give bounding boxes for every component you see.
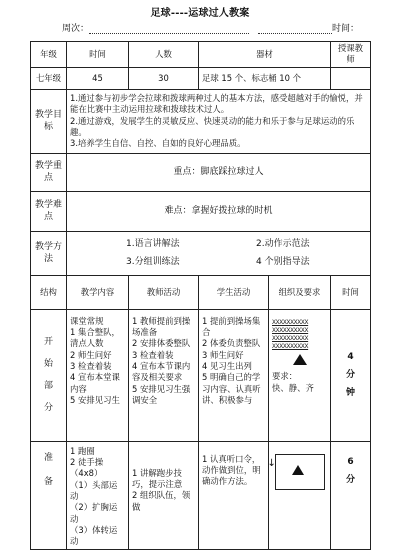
structure-header: 结构 xyxy=(31,275,67,309)
methods-row xyxy=(31,231,371,275)
teacher-header: 授课教师 xyxy=(331,42,371,68)
prep-section-label xyxy=(31,441,67,549)
label-char: 准 xyxy=(43,452,53,463)
teacher-line: 4 宣布本节课内容及相关要求 xyxy=(132,361,191,383)
label-char: 始 xyxy=(43,359,53,370)
start-content xyxy=(67,309,129,441)
content-line: 2 师生问好 xyxy=(70,349,112,360)
time-label: 时间： xyxy=(332,24,360,34)
teacher-line: 1 教师提前到操场准备 xyxy=(132,315,191,338)
method-item: 1.语言讲解法 xyxy=(126,239,180,250)
method-item: 3.分组训练法 xyxy=(126,257,180,268)
time-char: 分 xyxy=(345,370,355,381)
student-activity-header: 学生活动 xyxy=(199,275,269,309)
equipment-value: 足球 15 个、标志桶 10 个 xyxy=(199,67,331,89)
start-teacher-activity xyxy=(129,309,199,441)
equipment-header: 器材 xyxy=(199,42,331,68)
methods-label: 教学方法 xyxy=(31,231,67,275)
prep-student-activity xyxy=(199,441,269,549)
content-line: 课堂常规 xyxy=(70,315,104,326)
duration-value: 45 xyxy=(67,67,129,89)
prep-time xyxy=(331,441,371,549)
teacher-position-icon xyxy=(293,354,307,365)
content-line: 3 检查着装 xyxy=(70,361,112,372)
grade-header: 年级 xyxy=(31,42,67,68)
prep-organization xyxy=(269,441,331,549)
teacher-value xyxy=(331,67,371,89)
teacher-line: 3 检查着装 xyxy=(132,349,174,360)
time-char: 钟 xyxy=(345,388,355,399)
goal-line: 3.培养学生自信、自控、自如的良好心理品质。 xyxy=(70,138,246,149)
time-field xyxy=(258,21,359,35)
teacher-line: 2 安排体委整队 xyxy=(132,338,191,349)
goal-line: 1.通过参与初步学会拉球和拨球两种过人的基本方法，感受超越对手的愉悦，并能在比赛中主动运用拉球和拨球技术过人。 xyxy=(70,92,363,115)
teacher-line: 2 组织队伍，领做 xyxy=(132,490,191,512)
count-value: 30 xyxy=(129,67,199,89)
teacher-position-icon xyxy=(292,465,304,475)
goal-line: 2.通过游戏，发展学生的灵敏反应、快速灵动的能力和乐于参与足球运动的乐趣。 xyxy=(70,115,355,137)
difficulty-row xyxy=(31,191,371,231)
label-char: 开 xyxy=(43,336,53,347)
content-line: （2）扩胸运动 xyxy=(70,502,118,524)
content-line: （3）体转运动 xyxy=(70,525,118,547)
goals-label: 教学目标 xyxy=(31,89,67,153)
arrow-down-icon: ↓ xyxy=(267,457,276,469)
content-line: 1 跑圈 xyxy=(70,445,95,456)
running-route-diagram xyxy=(267,454,325,490)
content-line: 1 集合整队，清点人数 xyxy=(70,327,120,349)
time-char: 4 xyxy=(347,351,354,362)
requirement-text: 快、静、齐 xyxy=(272,382,314,393)
info-value-row xyxy=(31,67,371,89)
content-line: 2 徒手操（4x8） xyxy=(70,457,104,479)
start-organization xyxy=(269,309,331,441)
time-char: 分 xyxy=(345,474,355,485)
methods-text xyxy=(67,231,371,275)
prep-content xyxy=(67,441,129,549)
formation-row: XXXXXXXXXX xyxy=(272,317,309,326)
teacher-line: 1 讲解跑步技巧，提示注意 xyxy=(132,467,183,490)
organization-header: 组织及要求 xyxy=(269,275,331,309)
difficulty-label: 教学难点 xyxy=(31,191,67,231)
method-item: 2.动作示范法 xyxy=(256,239,310,250)
label-char: 部 xyxy=(43,381,53,392)
start-section-row xyxy=(31,309,371,441)
start-section-label xyxy=(31,309,67,441)
duration-header: 时间 xyxy=(67,42,129,68)
week-label: 周次： xyxy=(62,24,90,34)
label-char: 分 xyxy=(43,403,53,414)
time-char: 6 xyxy=(347,456,354,467)
student-line: 1 认真听口令，动作做到位，明确动作方法。 xyxy=(202,453,261,487)
content-line: （1）头部运动 xyxy=(70,479,118,502)
content-header: 教学内容 xyxy=(67,275,129,309)
goals-row xyxy=(31,89,371,153)
prep-section-row xyxy=(31,441,371,549)
time-dots xyxy=(258,33,332,34)
key-point-label: 教学重点 xyxy=(31,153,67,191)
content-line: 4 宣布本堂课内容 xyxy=(70,372,120,394)
formation-row: XXXXXXXXXX xyxy=(272,325,309,334)
time-header: 时间 xyxy=(331,275,371,309)
formation-row: XXXXXXXXXX xyxy=(272,342,309,351)
student-line: 3 师生问好 xyxy=(202,349,244,360)
key-point-text: 重点：脚底踩拉球过人 xyxy=(67,153,371,191)
start-time xyxy=(331,309,371,441)
formation-row: XXXXXXXXXX xyxy=(272,333,309,342)
info-header-row xyxy=(31,42,371,68)
teacher-activity-header: 教师活动 xyxy=(129,275,199,309)
structure-header-row xyxy=(31,275,371,309)
lesson-table xyxy=(30,41,371,550)
prep-teacher-activity xyxy=(129,441,199,549)
grade-value: 七年级 xyxy=(31,67,67,89)
label-char: 备 xyxy=(43,476,53,487)
start-student-activity xyxy=(199,309,269,441)
key-point-row xyxy=(31,153,371,191)
week-dots xyxy=(89,33,249,34)
requirement-label: 要求： xyxy=(272,371,298,382)
week-field xyxy=(62,21,249,35)
count-header: 人数 xyxy=(129,42,199,68)
student-line: 1 提前到操场集合 xyxy=(202,315,261,338)
method-item: 4 个别指导法 xyxy=(256,257,310,268)
student-line: 5 明确自己的学习内容、认真听讲、积极参与 xyxy=(202,372,261,406)
goals-text xyxy=(67,89,371,153)
student-line: 2 体委负责整队 xyxy=(202,338,261,349)
page-title: 足球----运球过人教案 xyxy=(150,8,250,19)
difficulty-text: 难点：拿握好拨拉球的时机 xyxy=(67,191,371,231)
student-line: 4 见习生出列 xyxy=(202,361,252,372)
content-line: 5 安排见习生 xyxy=(70,395,120,406)
teacher-line: 5 安排见习生强调安全 xyxy=(132,383,191,406)
